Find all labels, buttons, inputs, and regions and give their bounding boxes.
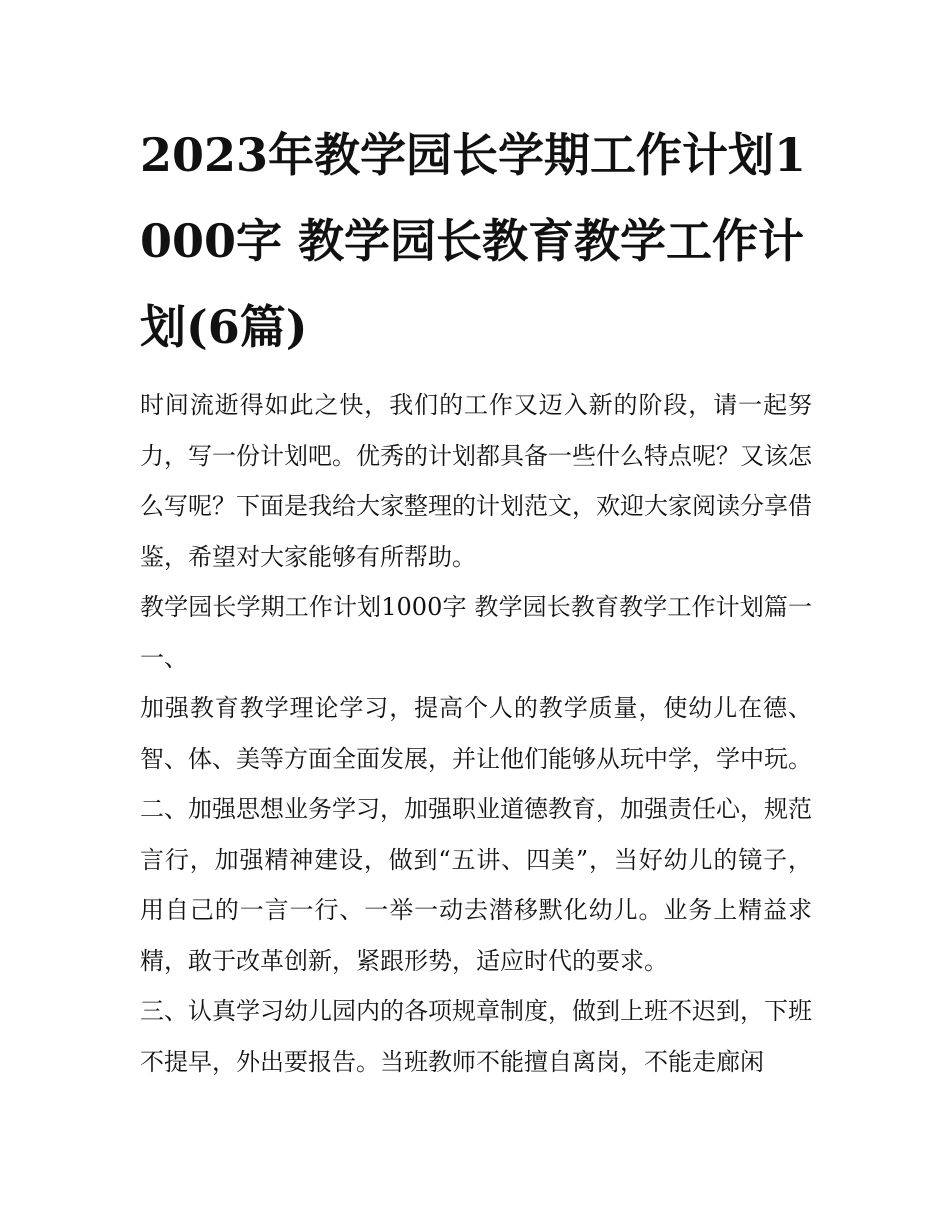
document-title: 2023年教学园长学期工作计划1000字 教学园长教育教学工作计划(6篇) — [140, 128, 807, 354]
paragraph-two: 二、加强思想业务学习，加强职业道德教育，加强责任心，规范言行，加强精神建设，做到“五讲、四美”，当好幼儿的镜子，用自己的一言一行、一举一动去潜移默化幼儿。业务上精益求精，敢于改革创新，紧跟形势，适应时代的要求。 — [140, 795, 812, 975]
paragraph-one: 加强教育教学理论学习，提高个人的教学质量，使幼儿在德、智、体、美等方面全面发展，并让他们能够从玩中学，学中玩。 — [140, 694, 812, 773]
document-body — [140, 380, 812, 1087]
section-heading: 教学园长学期工作计划1000字 教学园长教育教学工作计划篇一 一、 — [140, 593, 812, 672]
intro-paragraph: 时间流逝得如此之快，我们的工作又迈入新的阶段，请一起努力，写一份计划吧。优秀的计划都具备一些什么特点呢？又该怎么写呢？下面是我给大家整理的计划范文，欢迎大家阅读分享借鉴，希望对大家能够有所帮助。 — [140, 391, 812, 571]
paragraph-three: 三、认真学习幼儿园内的各项规章制度，做到上班不迟到，下班不提早，外出要报告。当班教师不能擅自离岗，不能走廊闲 — [140, 997, 812, 1076]
